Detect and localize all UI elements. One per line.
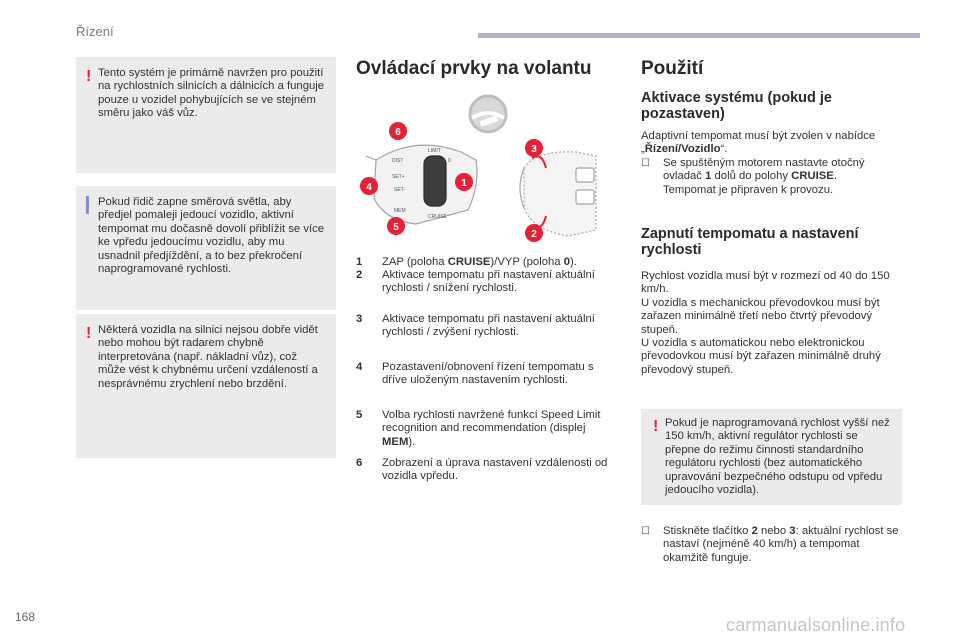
svg-text:6: 6 — [395, 127, 401, 138]
speed-text — [641, 270, 906, 377]
text: Rychlost vozidla musí být v rozmezí od 40 do 150 km/h. — [641, 270, 890, 296]
item-number: 2 — [356, 269, 363, 281]
list-item — [356, 361, 618, 388]
item-text: ). — [569, 256, 577, 268]
item-number: 6 — [356, 457, 363, 469]
text: : aktuální rychlost se nastaví (nejméně 40 km/h) a tempomat okamžitě funguje. — [663, 525, 899, 564]
note-warning-speed — [641, 409, 902, 505]
item-text: Zobrazení a úprava nastavení vzdálenosti od vozidla vpředu. — [382, 457, 608, 483]
text: Se spuštěným motorem nastavte otočný ovladač — [663, 156, 865, 183]
text: nebo — [757, 525, 790, 537]
item-text: ZAP (poloha — [382, 256, 448, 268]
svg-text:5: 5 — [393, 222, 399, 233]
text: U vozidla s automatickou nebo elektronickou převodovkou musí být zařazen minimálně druhý převodový stupeň. — [641, 337, 881, 376]
info-bar-icon: ▎ — [86, 197, 98, 214]
item-text: )/VYP (poloha — [490, 256, 564, 268]
item-text: Volba rychlosti navržené funkcí Speed Limit recognition and recommendation (displej — [382, 409, 601, 435]
note-info-overtaking — [76, 186, 336, 310]
note-text: Pokud je naprogramovaná rychlost vyšší než 150 km/h, aktivní regulátor rychlosti se přepne do režimu činnosti standardního regulátoru rychlosti (bez automatického upravování bezpečného odstupu od vpředu jedoucího vozidla). — [665, 417, 890, 497]
label-set-minus: SET- — [394, 187, 406, 193]
bold-text: 1 — [705, 170, 712, 183]
text: Tempomat je připraven k provozu. — [663, 183, 834, 196]
header-title: Řízení — [76, 24, 114, 39]
steering-wheel-icon — [470, 96, 506, 132]
exclamation-icon: ! — [653, 418, 659, 435]
label-dist: DIST — [392, 158, 404, 164]
note-text: Pokud řidič zapne směrová světla, aby předjel pomaleji jedoucí vozidlo, aktivní tempomat mu dočasně dovolí přiblížit se více ke vpředu jedoucímu vozidlu, aby mu usnadnil předjíždění, a to bez překročení naprogramované rychlosti. — [98, 196, 325, 276]
list-item — [356, 457, 618, 484]
activation-heading: Aktivace systému (pokud je pozastaven) — [641, 90, 832, 122]
label-set-plus: SET+ — [392, 174, 405, 180]
callout-1 — [455, 173, 473, 191]
item-bold: CRUISE — [447, 256, 491, 268]
svg-text:2: 2 — [531, 229, 537, 240]
label-mem: MEM — [394, 208, 406, 214]
item-number: 3 — [356, 313, 363, 325]
text: dolů do polohy — [711, 170, 792, 183]
bold-text: 3 — [789, 525, 796, 537]
bullet-item — [641, 525, 906, 565]
callout-2 — [525, 224, 543, 242]
item-text: Pozastavení/obnovení řízení tempomatu s dříve uloženým nastavením rychlosti. — [382, 361, 594, 387]
note-text: Některá vozidla na silnici nejsou dobře vidět nebo mohou být radarem chybně interpretována (např. nákladní vůz), což může vést k chybnému určení vzdáleností a nesprávnému zrychlení nebo brzdění. — [98, 324, 318, 390]
bold-text: Řízení/Vozidlo — [644, 143, 721, 156]
page-number: 168 — [15, 610, 36, 624]
callout-3 — [525, 139, 543, 157]
exclamation-icon: ! — [86, 68, 92, 85]
callout-4 — [360, 177, 378, 195]
note-warning-highway — [76, 57, 336, 173]
item-bold: MEM — [382, 435, 409, 448]
item-bold: 0 — [563, 256, 570, 268]
text: Stiskněte tlačítko — [663, 525, 752, 537]
item-number: 1 — [356, 256, 363, 268]
item-number: 4 — [356, 361, 363, 373]
text: U vozidla s mechanickou převodovkou musí být zařazen minimálně třetí nebo čtvrtý převodový stupeň. — [641, 296, 880, 336]
text: . — [833, 170, 837, 183]
text: “. — [720, 143, 728, 156]
item-text: Aktivace tempomatu při nastavení aktuální rychlosti / zvýšení rychlosti. — [382, 313, 595, 339]
label-zero: 0 — [448, 158, 451, 164]
callout-5 — [387, 217, 405, 235]
usage-heading: Použití — [641, 58, 704, 79]
speed-heading: Zapnutí tempomatu a nastavení rychlosti — [641, 226, 859, 258]
list-item — [356, 256, 618, 269]
note-warning-radar — [76, 314, 336, 458]
item-text: Aktivace tempomatu při nastavení aktuální rychlosti / snížení rychlosti. — [382, 269, 595, 295]
note-text: Tento systém je primárně navržen pro použití na rychlostních silnicích a dálnicích a funguje pouze u vozidel pohybujících se ve stejném směru jako váš vůz. — [98, 67, 325, 120]
bold-text: CRUISE — [791, 170, 834, 183]
svg-text:3: 3 — [531, 144, 537, 155]
controls-heading: Ovládací prvky na volantu — [356, 58, 592, 79]
list-item — [356, 313, 618, 340]
item-text: ). — [408, 435, 416, 448]
label-limit: LIMIT — [428, 148, 441, 154]
list-item — [356, 409, 618, 449]
bullet-item — [641, 157, 906, 197]
checkbox-bullet-icon: ☐ — [641, 526, 650, 537]
activation-text — [641, 130, 906, 197]
item-number: 5 — [356, 409, 363, 421]
exclamation-icon: ! — [86, 325, 92, 342]
steering-controls-illustration — [356, 90, 618, 250]
checkbox-bullet-icon: ☐ — [641, 157, 650, 169]
svg-text:1: 1 — [461, 178, 467, 189]
svg-text:4: 4 — [366, 182, 372, 193]
callout-6 — [389, 122, 407, 140]
text: Adaptivní tempomat musí být zvolen v nabídce „ — [641, 130, 876, 156]
bold-text: 2 — [751, 525, 758, 537]
speed-bullet — [641, 525, 906, 565]
right-lever — [520, 152, 596, 236]
header-bar — [478, 33, 920, 38]
list-item — [356, 269, 618, 296]
label-cruise: CRUISE — [428, 214, 447, 220]
watermark: carmanualsonline.info — [726, 615, 906, 635]
